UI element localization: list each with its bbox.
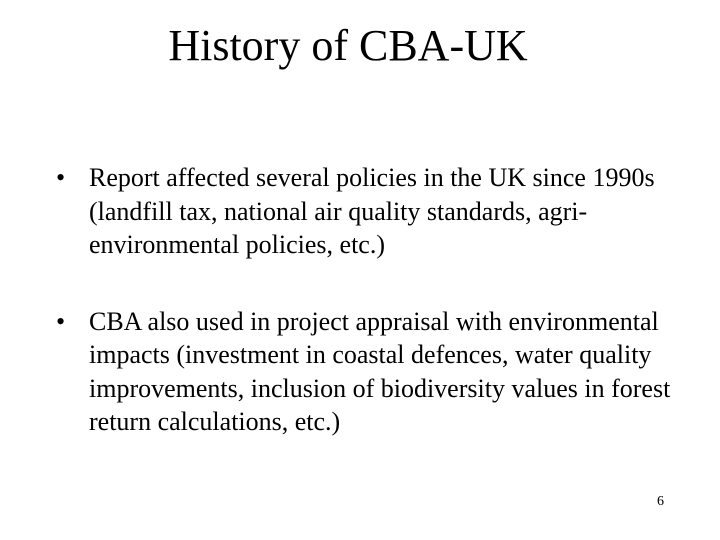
bullet-list [56, 161, 676, 439]
bullet-dot-icon: • [56, 306, 66, 336]
slide-title: History of CBA-UK [168, 21, 528, 70]
bullet-item [56, 305, 676, 439]
page-number: 6 [657, 494, 664, 509]
bullet-text: Report affected several policies in the UK since 1990s (landfill tax, national air quality standards, agri-environmental policies, etc.) [89, 163, 655, 259]
bullet-item [56, 161, 676, 262]
bullet-dot-icon: • [56, 163, 66, 192]
bullet-text: CBA also used in project appraisal with environmental impacts (investment in coastal defences, water quality improvements, inclusion of biodiversity values in forest return calculations, etc.) [89, 306, 671, 436]
